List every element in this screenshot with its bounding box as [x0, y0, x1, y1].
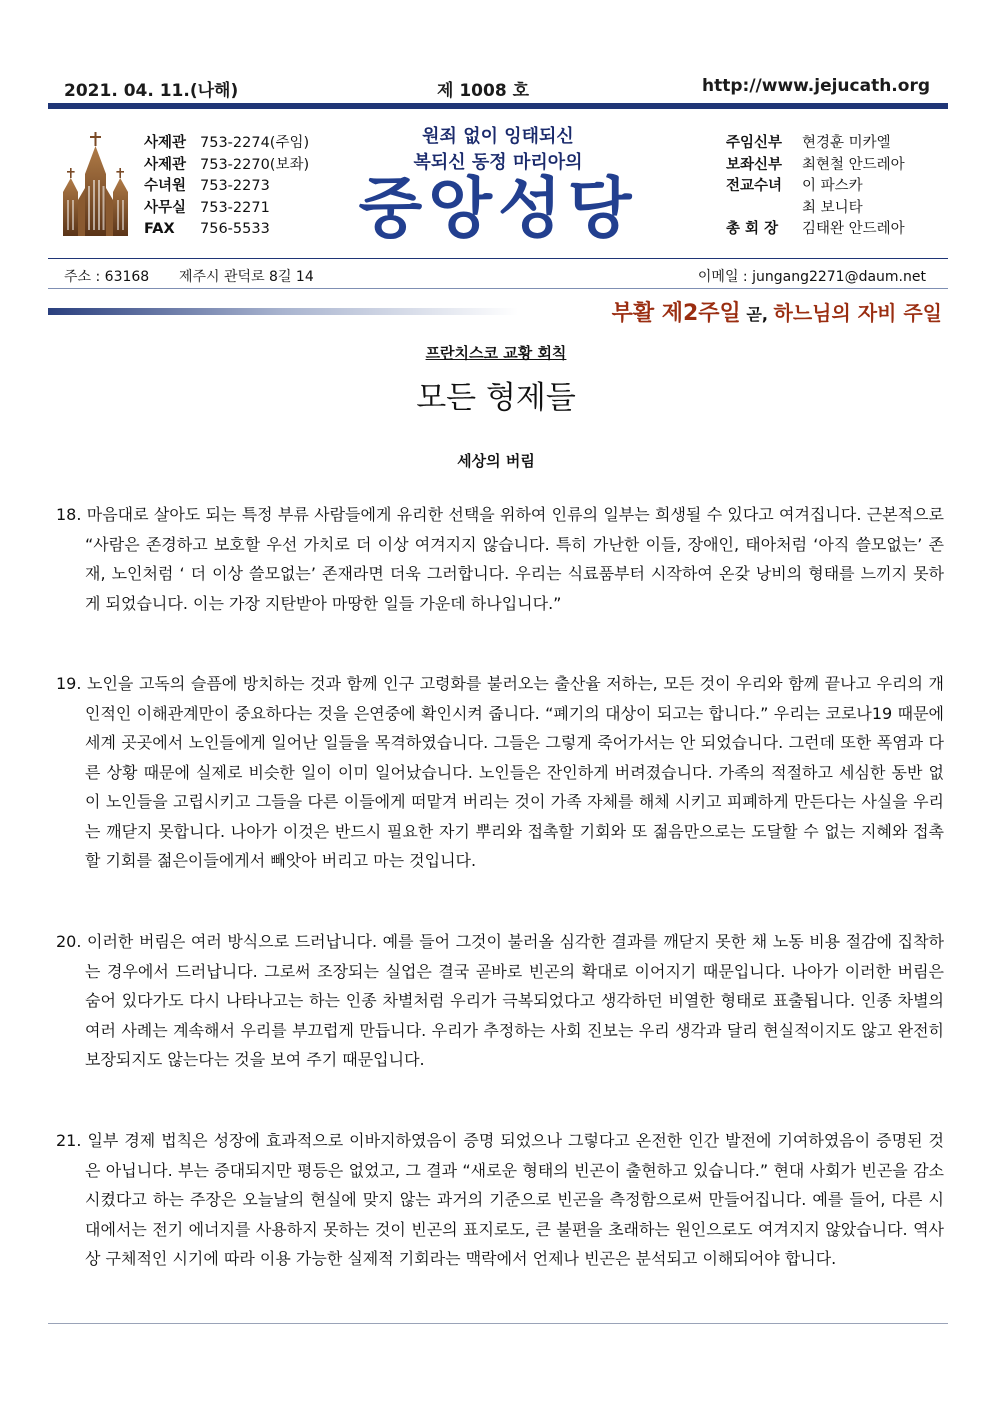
staff-role: 전교수녀	[726, 178, 783, 194]
issue-number: 제 1008 호	[437, 81, 529, 101]
contact-label: 수녀원	[144, 178, 187, 194]
paragraph-20	[56, 927, 944, 1075]
staff-row	[726, 219, 905, 241]
sunday-connector: 곧,	[746, 305, 768, 324]
staff-row	[726, 133, 905, 155]
contact-label: 사제관	[144, 156, 187, 173]
address: 제주시 관덕로 8길 14	[179, 269, 314, 285]
paragraph-19	[56, 669, 944, 876]
sunday-main: 부활 제2주일	[611, 301, 741, 326]
contact-value: 753-2271	[200, 199, 270, 216]
parish-name: 중앙성당	[358, 170, 638, 247]
paragraph-number: 21.	[56, 1131, 82, 1150]
church-icon	[58, 130, 134, 238]
staff-row	[726, 198, 905, 220]
staff-row	[726, 155, 905, 177]
contact-label: 사무실	[144, 199, 187, 216]
contact-row	[144, 198, 309, 220]
article-source-text: 프란치스코 교황 회칙	[425, 344, 567, 362]
paragraph-number: 19.	[56, 674, 82, 693]
contact-row	[144, 176, 309, 198]
staff-name: 최 보니타	[802, 199, 863, 216]
dedication-line-2: 복되신 동정 마리아의	[413, 152, 583, 173]
postal-code: 주소 : 63168	[64, 269, 150, 285]
masthead-rule	[48, 258, 948, 259]
paragraph-text: 노인을 고독의 슬픔에 방치하는 것과 함께 인구 고령화를 불러오는 출산율 저하는, 모든 것이 우리와 함께 끝나고 우리의 개인적인 이해관계만이 중요하다는 것을 은연중에 확인시켜 줍니다. “폐기의 대상이 되고는 합니다.” 우리는 코로나19 때문에 세계 곳곳에서 노인들에게 일어난 일들을 목격하였습니다. 그들은 그렇게 죽어가서는 안 되었습니다. 그런데 또한 폭염과 다른 상황 때문에 실제로 비슷한 일이 이미 일어났습니다. 노인들은 잔인하게 버려졌습니다. 가족의 적절하고 세심한 동반 없이 노인들을 고립시키고 그들을 다른 이들에게 떠맡겨 버리는 것이 가족 자체를 해체 시키고 피폐하게 만든다는 사실을 우리는 깨닫지 못합니다. 나아가 이것은 반드시 필요한 자기 뿌리와 접촉할 기회와 또 젊음만으로는 도달할 수 없는 지혜와 접촉할 기회를 젊은이들에게서 빼앗아 버리고 마는 것입니다.	[85, 674, 944, 870]
footer-rule	[48, 1323, 948, 1324]
contact-list	[144, 133, 309, 241]
contact-label: 사제관	[144, 135, 187, 151]
contact-row	[144, 219, 309, 241]
header-rule	[48, 103, 948, 109]
staff-list	[726, 133, 905, 241]
staff-role: 보좌신부	[726, 156, 783, 173]
paragraph-text: 이러한 버림은 여러 방식으로 드러납니다. 예를 들어 그것이 불러올 심각한 결과를 깨닫지 못한 채 노동 비용 절감에 집착하는 경우에서 드러납니다. 그로써 조장되는 실업은 결국 곧바로 빈곤의 확대로 이어지기 때문입니다. 나아가 이러한 버림은 숨어 있다가도 다시 나타나고는 하는 인종 차별처럼 우리가 극복되었다고 생각하던 비열한 형태로 표출됩니다. 인종 차별의 여러 사례는 계속해서 우리를 부끄럽게 만듭니다. 우리가 추정하는 사회 진보는 우리 생각과 달리 현실적이지도 않고 완전히 보장되지도 않는다는 것을 보여 주기 때문입니다.	[85, 932, 944, 1069]
paragraph-number: 20.	[56, 932, 82, 951]
contact-row	[144, 155, 309, 177]
article-title: 모든 형제들	[416, 380, 576, 416]
paragraph-text: 마음대로 살아도 되는 특정 부류 사람들에게 유리한 선택을 위하여 인류의 일부는 희생될 수 있다고 여겨집니다. 근본적으로 “사람은 존경하고 보호할 우선 가치로 더 이상 여겨지지 않습니다. 특히 가난한 이들, 장애인, 태아처럼 ‘아직 쓸모없는’ 존재, 노인처럼 ‘ 더 이상 쓸모없는’ 존재라면 더욱 그러합니다. 우리는 식료품부터 시작하여 온갖 낭비의 형태를 느끼지 못하게 되었습니다. 이는 가장 지탄받아 마땅한 일들 가운데 하나입니다.”	[85, 505, 944, 613]
paragraph-number: 18.	[56, 505, 82, 524]
masthead	[318, 124, 678, 250]
staff-name: 최현철 안드레아	[802, 156, 905, 173]
paragraph-18	[56, 500, 944, 618]
staff-row	[726, 176, 905, 198]
contact-label: FAX	[144, 221, 175, 237]
section-title: 세상의 버림	[457, 452, 535, 470]
sunday-sub: 하느님의 자비 주일	[773, 301, 942, 325]
contact-value: 753-2273	[200, 178, 270, 194]
website-link[interactable]: http://www.jejucath.org	[702, 76, 930, 96]
staff-name: 이 파스카	[802, 178, 863, 194]
sunday-title	[612, 296, 942, 327]
staff-role: 총 회 장	[726, 221, 779, 237]
dedication-line-1: 원죄 없이 잉태되신	[422, 126, 574, 147]
contact-value: 753-2274(주임)	[200, 135, 310, 151]
staff-role: 주임신부	[726, 135, 783, 151]
paragraph-21	[56, 1126, 944, 1274]
article-source	[0, 342, 992, 363]
contact-value: 753-2270(보좌)	[200, 156, 310, 173]
issue-date: 2021. 04. 11.(나해)	[64, 81, 239, 101]
paragraph-text: 일부 경제 법칙은 성장에 효과적으로 이바지하였음이 증명 되었으나 그렇다고 온전한 인간 발전에 기여하였음이 증명된 것은 아닙니다. 부는 증대되지만 평등은 없었고, 그 결과 “새로운 형태의 빈곤이 출현하고 있습니다.” 현대 사회가 빈곤을 감소시켰다고 하는 주장은 오늘날의 현실에 맞지 않는 과거의 기준으로 빈곤을 측정함으로써 만들어집니다. 예를 들어, 다른 시대에서는 전기 에너지를 사용하지 못하는 것이 빈곤의 표지로도, 큰 불편을 초래하는 원인으로도 여겨지지 않았습니다. 역사상 구체적인 시기에 따라 이용 가능한 실제적 기회라는 맥락에서 언제나 빈곤은 분석되고 이해되어야 합니다.	[85, 1131, 944, 1268]
contact-row	[144, 133, 309, 155]
staff-name: 김태완 안드레아	[802, 221, 905, 237]
gradient-bar	[48, 308, 518, 315]
email[interactable]: 이메일 : jungang2271@daum.net	[697, 269, 926, 285]
staff-name: 현경훈 미카엘	[802, 135, 891, 151]
contact-value: 756-5533	[200, 221, 270, 237]
address-rule	[48, 288, 948, 289]
